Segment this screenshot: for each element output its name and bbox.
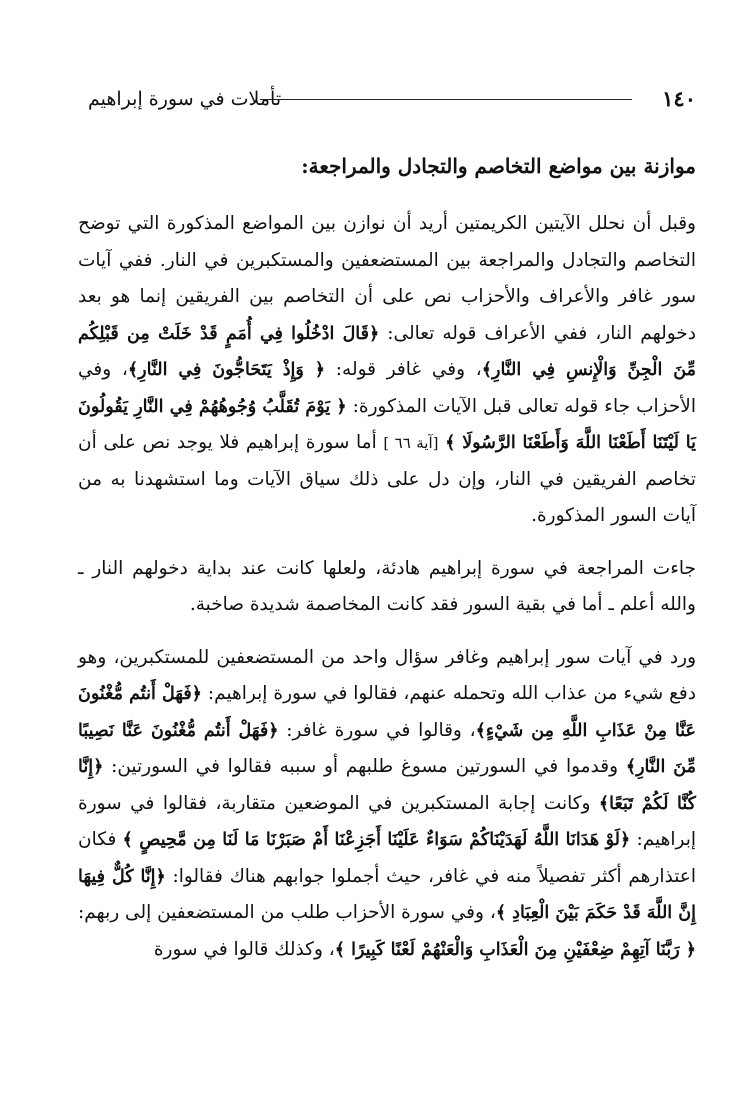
text-segment: فكان اعتذارهم أكثر تفصيلاً منه في غافر، حيث أجملوا جوابهم هناك فقالوا: — [78, 829, 696, 887]
quran-verse: ﴿إِنَّا كُنَّا لَكُمْ تَبَعًا﴾ — [78, 757, 696, 814]
header-rule — [260, 99, 632, 100]
text-segment: وكانت إجابة المستكبرين في الموضعين متقاربة، فقالوا في سورة إبراهيم: — [78, 792, 696, 850]
text-segment: ، وفي سورة الأحزاب طلب من المستضعفين إلى ربهم: — [78, 902, 496, 923]
paragraph-2: جاءت المراجعة في سورة إبراهيم هادئة، ولعلها كانت عند بداية دخولهم النار ـ والله أعلم ـ أما في بقية السور فقد كانت المخاصمة شديدة صاخبة. — [78, 557, 696, 615]
text-segment: وقدموا في السورتين مسوغ طلبهم أو سببه فقالوا في السورتين: — [103, 756, 626, 777]
text-segment: ، وفي غافر قوله: — [325, 359, 482, 380]
quran-verse: ﴿ يَوْمَ تُقَلَّبُ وُجُوهُهُمْ فِي النَّارِ يَقُولُونَ يَا لَيْتَنَا أَطَعْنَا اللَّهَ وَأَطَعْنَا الرَّسُولَا ﴾ — [78, 396, 696, 453]
quran-verse: ﴿لَوْ هَدَانَا اللَّهُ لَهَدَيْنَاكُمْ سَوَاءٌ عَلَيْنَا أَجَزِعْنَا أَمْ صَبَرْنَا مَا لَنَا مِن مَّحِيصٍ ﴾ — [122, 830, 631, 850]
text-segment: ورد في آيات سور إبراهيم وغافر سؤال واحد من المستضعفين للمستكبرين، وهو دفع شيء من عذاب الله وتحمله عنهم، فقالوا في سورة إبراهيم: — [78, 646, 696, 704]
quran-verse: ﴿ وَإِذْ يَتَحَاجُّونَ فِي النَّارِ﴾ — [127, 360, 326, 380]
page-header — [88, 86, 696, 116]
quran-verse: ﴿فَهَلْ أَنتُم مُّغْنُونَ عَنَّا مِنْ عَذَابِ اللَّهِ مِن شَيْءٍ﴾ — [78, 684, 696, 741]
paragraph-1 — [78, 206, 696, 535]
text-segment: أما سورة إبراهيم فلا يوجد نص على أن تخاصم الفريقين في النار، وإن دل على ذلك سياق الآيات وما استشهدنا به من آيات السور المذكورة. — [78, 432, 696, 526]
running-title: تأملات في سورة إبراهيم — [88, 88, 282, 110]
quran-verse: ﴿فَهَلْ أَنتُم مُّغْنُونَ عَنَّا نَصِيبًا مِّنَ النَّارِ﴾ — [78, 720, 696, 777]
page-number: ١٤٠ — [662, 86, 696, 111]
verse-reference: [آية ٦٦ ] — [383, 434, 439, 452]
text-segment: ، وفي الأحزاب جاء قوله تعالى قبل الآيات المذكورة: — [78, 359, 696, 417]
text-segment: ، وقالوا في سورة غافر: — [278, 719, 476, 741]
quran-verse: ﴿إِنَّا كُلٌّ فِيهَا إِنَّ اللَّهَ قَدْ حَكَمَ بَيْنَ الْعِبَادِ ﴾ — [78, 866, 696, 923]
section-title: موازنة بين مواضع التخاصم والتجادل والمراجعة: — [301, 154, 696, 178]
page-body — [78, 148, 696, 984]
quran-verse: ﴿قَالَ ادْخُلُوا فِي أُمَمٍ قَدْ خَلَتْ مِن قَبْلِكُم مِّنَ الْجِنِّ وَالْإِنسِ فِي النَّارِ﴾ — [78, 323, 696, 380]
text-segment: وقبل أن نحلل الآيتين الكريمتين أريد أن نوازن بين المواضع المذكورة التي توضح التخاصم والتجادل والمراجعة بين المستضعفين والمستكبرين في النار. ففي آيات سور غافر والأعراف والأحزاب نص على أن التخاصم بين الفريقين إنما هو بعد دخولهم النار، ففي الأعراف قوله تعالى: — [78, 213, 696, 344]
paragraph-3 — [78, 640, 696, 969]
quran-verse: ﴿ رَبَّنَا آتِهِمْ ضِعْفَيْنِ مِنَ الْعَذَابِ وَالْعَنْهُمْ لَعْنًا كَبِيرًا ﴾ — [334, 939, 696, 960]
text-segment: ، وكذلك قالوا في سورة — [153, 938, 335, 960]
